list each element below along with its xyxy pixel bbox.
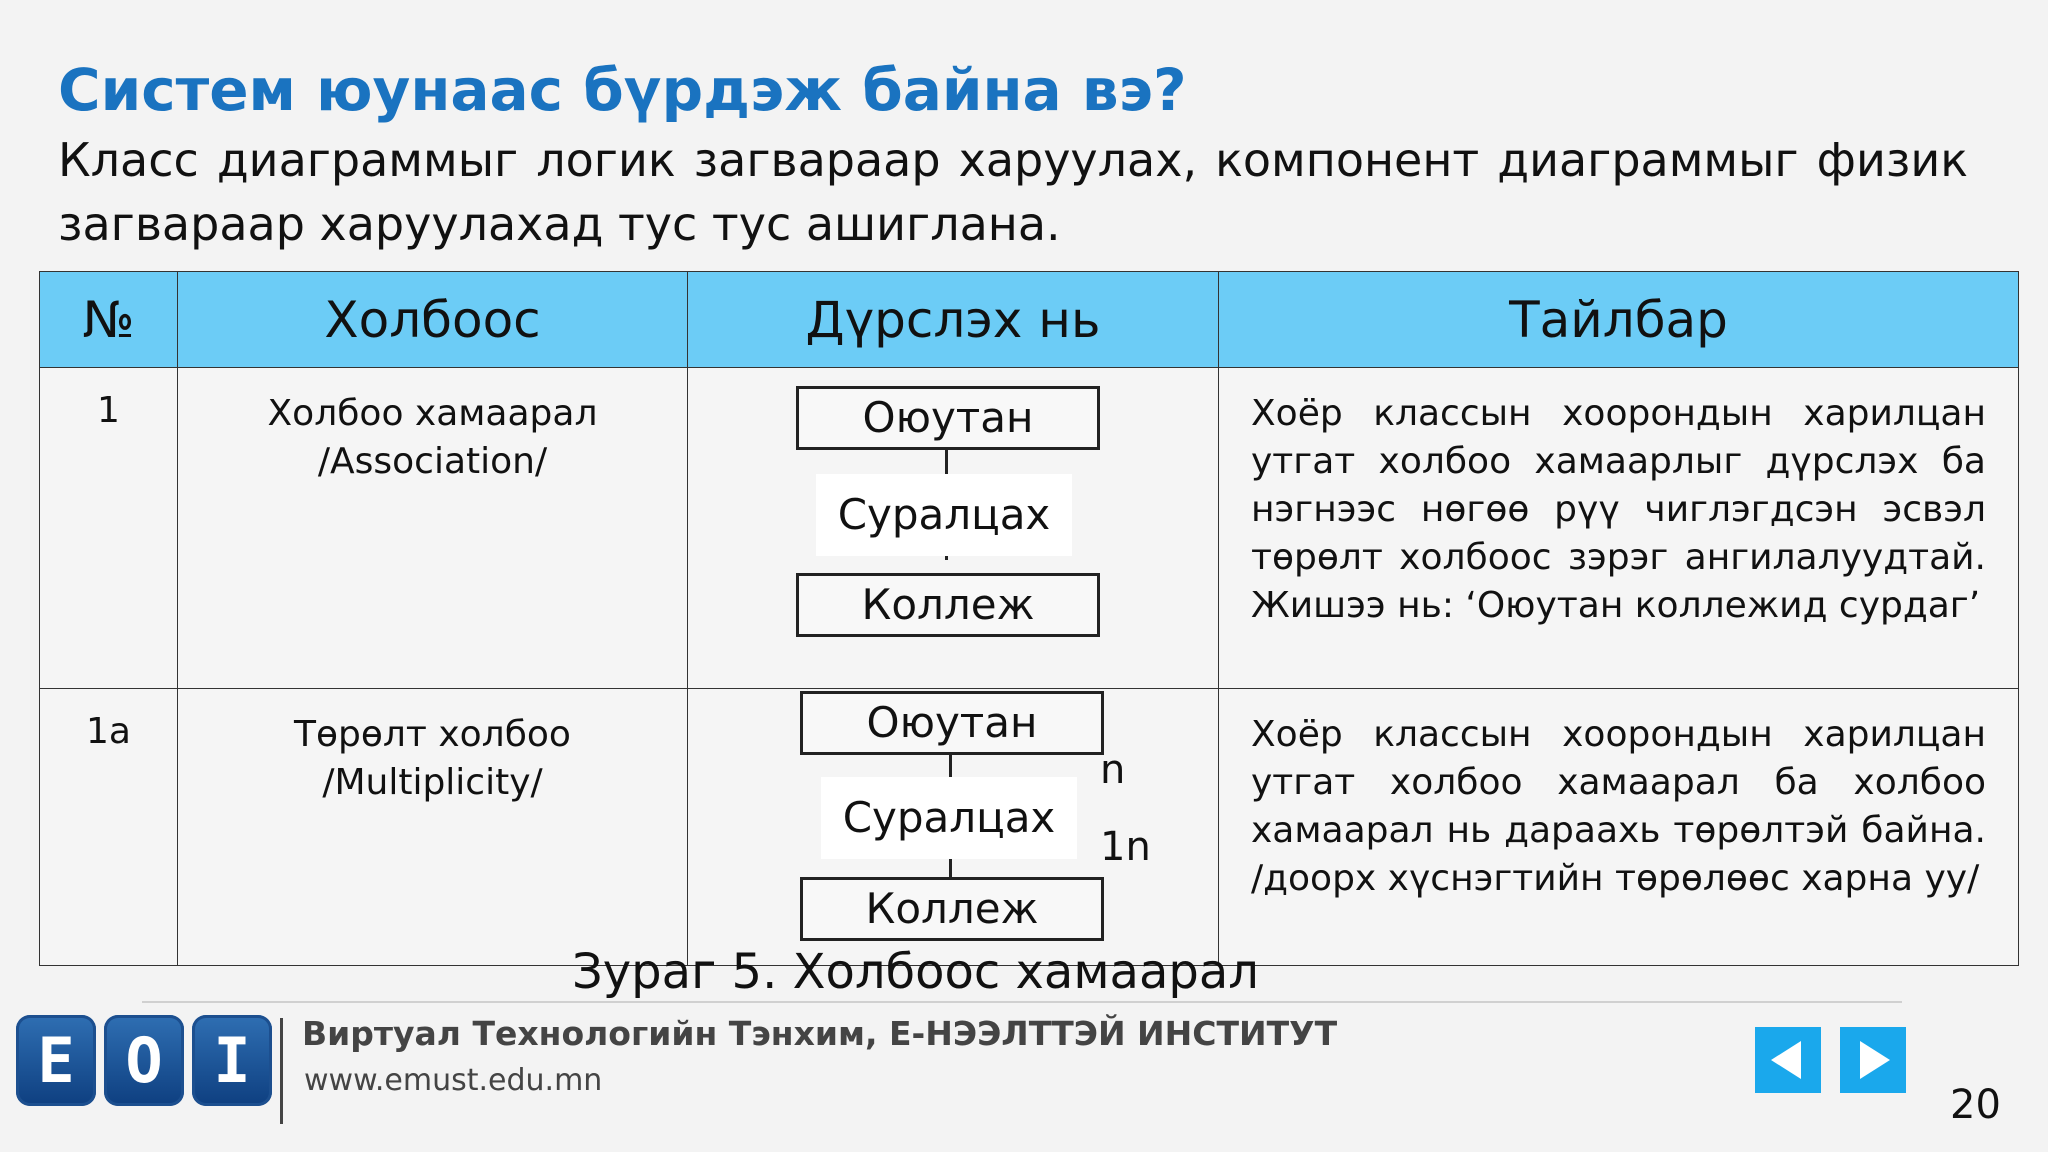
relation-name-en: /Association/ <box>317 441 548 482</box>
table-header-row <box>40 272 2019 368</box>
logo-letter: E <box>16 1015 96 1106</box>
row-number: 1 <box>40 368 178 689</box>
header-depiction: Дүрслэх нь <box>688 272 1219 368</box>
multiplicity-top: n <box>1100 747 1126 793</box>
triangle-right-icon <box>1840 1027 1906 1093</box>
class-box-college: Коллеж <box>800 877 1104 941</box>
website-url: www.emust.edu.mn <box>304 1063 603 1098</box>
relation-name-cell <box>178 368 688 689</box>
logo-letter: O <box>104 1015 184 1106</box>
relations-table <box>39 271 2019 966</box>
multiplicity-bottom: 1n <box>1100 824 1151 870</box>
multiplicity-diagram <box>688 689 1219 966</box>
row-number: 1a <box>40 689 178 966</box>
description-cell: Хоёр классын хоорондын харилцан утгат холбоо хамаарал ба холбоо хамаарал нь дараахь төрөлтэй байна. /доорх хүснэгтийн төрөлөөс харна уу/ <box>1219 689 2019 966</box>
association-diagram <box>688 368 1219 689</box>
table-row <box>40 689 2019 966</box>
header-relation: Холбоос <box>178 272 688 368</box>
eoi-logo <box>16 1015 272 1106</box>
class-box-college: Коллеж <box>796 573 1100 637</box>
header-number: № <box>40 272 178 368</box>
association-label: Суралцах <box>821 777 1077 859</box>
class-box-student: Оюутан <box>800 691 1104 755</box>
next-slide-button[interactable] <box>1840 1027 1906 1093</box>
relation-name: Холбоо хамаарал <box>267 393 598 434</box>
page-number: 20 <box>1950 1082 2001 1128</box>
header-description: Тайлбар <box>1219 272 2019 368</box>
description-cell: Хоёр классын хоорондын харилцан утгат холбоо хамаарлыг дүрслэх ба нэгнээс нөгөө рүү чиглэгдсэн эсвэл төрөлт холбоос зэрэг ангилалуудтай. Жишээ нь: ‘Оюутан коллежид сурдаг’ <box>1219 368 2019 689</box>
table-row <box>40 368 2019 689</box>
figure-caption: Зураг 5. Холбоос хамаарал <box>572 944 1259 1000</box>
footer-vertical-divider <box>280 1018 283 1124</box>
relation-name-cell <box>178 689 688 966</box>
organization-name: Виртуал Технологийн Тэнхим, Е-НЭЭЛТТЭЙ ИНСТИТУТ <box>302 1014 1338 1053</box>
footer-divider <box>142 1001 1902 1003</box>
slide-title: Систем юунаас бүрдэж байна вэ? <box>58 56 1187 124</box>
relation-name-en: /Multiplicity/ <box>322 762 543 803</box>
class-box-student: Оюутан <box>796 386 1100 450</box>
logo-letter: I <box>192 1015 272 1106</box>
previous-slide-button[interactable] <box>1755 1027 1821 1093</box>
association-label: Суралцах <box>816 474 1072 556</box>
relation-name: Төрөлт холбоо <box>294 714 571 755</box>
slide-subtitle: Класс диаграммыг логик загвараар харуулах, компонент диаграммыг физик загвараар харуулахад тус тус ашиглана. <box>58 133 1968 251</box>
triangle-left-icon <box>1755 1027 1821 1093</box>
